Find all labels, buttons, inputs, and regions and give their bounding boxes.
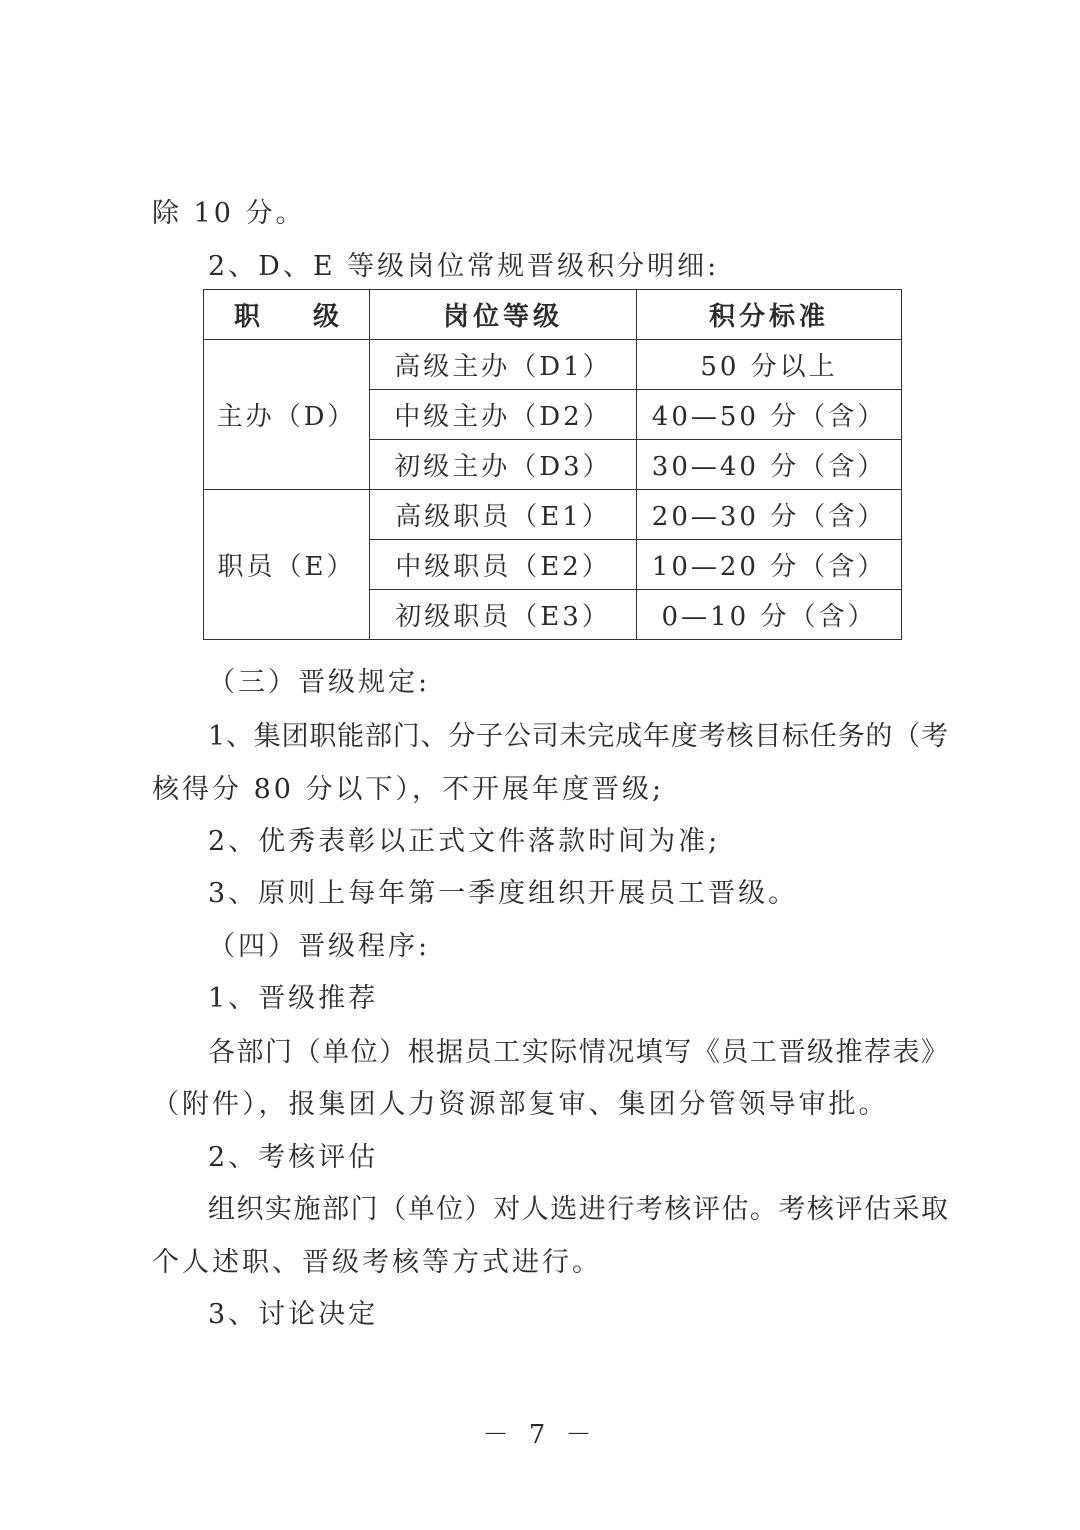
score-cell: 40—50 分（含） (637, 390, 902, 440)
table-row (204, 490, 902, 540)
table-caption: 2、D、E 等级岗位常规晋级积分明细: (208, 251, 720, 282)
level-cell: 中级主办（D2） (370, 390, 637, 440)
section-heading-3: （三）晋级规定: (208, 667, 431, 698)
score-cell: 0—10 分（含） (637, 590, 902, 640)
paragraph-line: 核得分 80 分以下），不开展年度晋级; (152, 774, 665, 805)
level-cell: 高级职员（E1） (370, 490, 637, 540)
header-points-standard: 积分标准 (637, 290, 902, 340)
subheading: 3、讨论决定 (208, 1299, 379, 1330)
level-cell: 初级主办（D3） (370, 440, 637, 490)
paragraph-line: 2、优秀表彰以正式文件落款时间为准; (208, 826, 721, 857)
level-cell: 中级职员（E2） (370, 540, 637, 590)
paragraph-line: 组织实施部门（单位）对人选进行考核评估。考核评估采取 (208, 1194, 948, 1225)
grade-points-table (203, 289, 902, 640)
score-cell: 10—20 分（含） (637, 540, 902, 590)
paragraph-line: 个人述职、晋级考核等方式进行。 (152, 1247, 602, 1278)
page-number: － 7 － (482, 1420, 598, 1450)
paragraph-continuation: 除 10 分。 (152, 198, 306, 229)
rank-cell-d: 主办（D） (204, 340, 370, 490)
section-heading-4: （四）晋级程序: (208, 931, 431, 962)
score-cell: 50 分以上 (637, 340, 902, 390)
score-cell: 30—40 分（含） (637, 440, 902, 490)
level-cell: 高级主办（D1） (370, 340, 637, 390)
paragraph-line: 1、集团职能部门、分子公司未完成年度考核目标任务的（考 (208, 721, 948, 752)
subheading: 2、考核评估 (208, 1142, 379, 1173)
paragraph-line: 各部门（单位）根据员工实际情况填写《员工晋级推荐表》 (208, 1037, 948, 1068)
header-position-level: 岗位等级 (370, 290, 637, 340)
table-header-row (204, 290, 902, 340)
paragraph-line: （附件），报集团人力资源部复审、集团分管领导审批。 (152, 1089, 889, 1120)
score-cell: 20—30 分（含） (637, 490, 902, 540)
rank-cell-e: 职员（E） (204, 490, 370, 640)
subheading: 1、晋级推荐 (208, 983, 379, 1014)
header-rank: 职 级 (204, 290, 370, 340)
paragraph-line: 3、原则上每年第一季度组织开展员工晋级。 (208, 878, 799, 909)
level-cell: 初级职员（E3） (370, 590, 637, 640)
table-row (204, 340, 902, 390)
